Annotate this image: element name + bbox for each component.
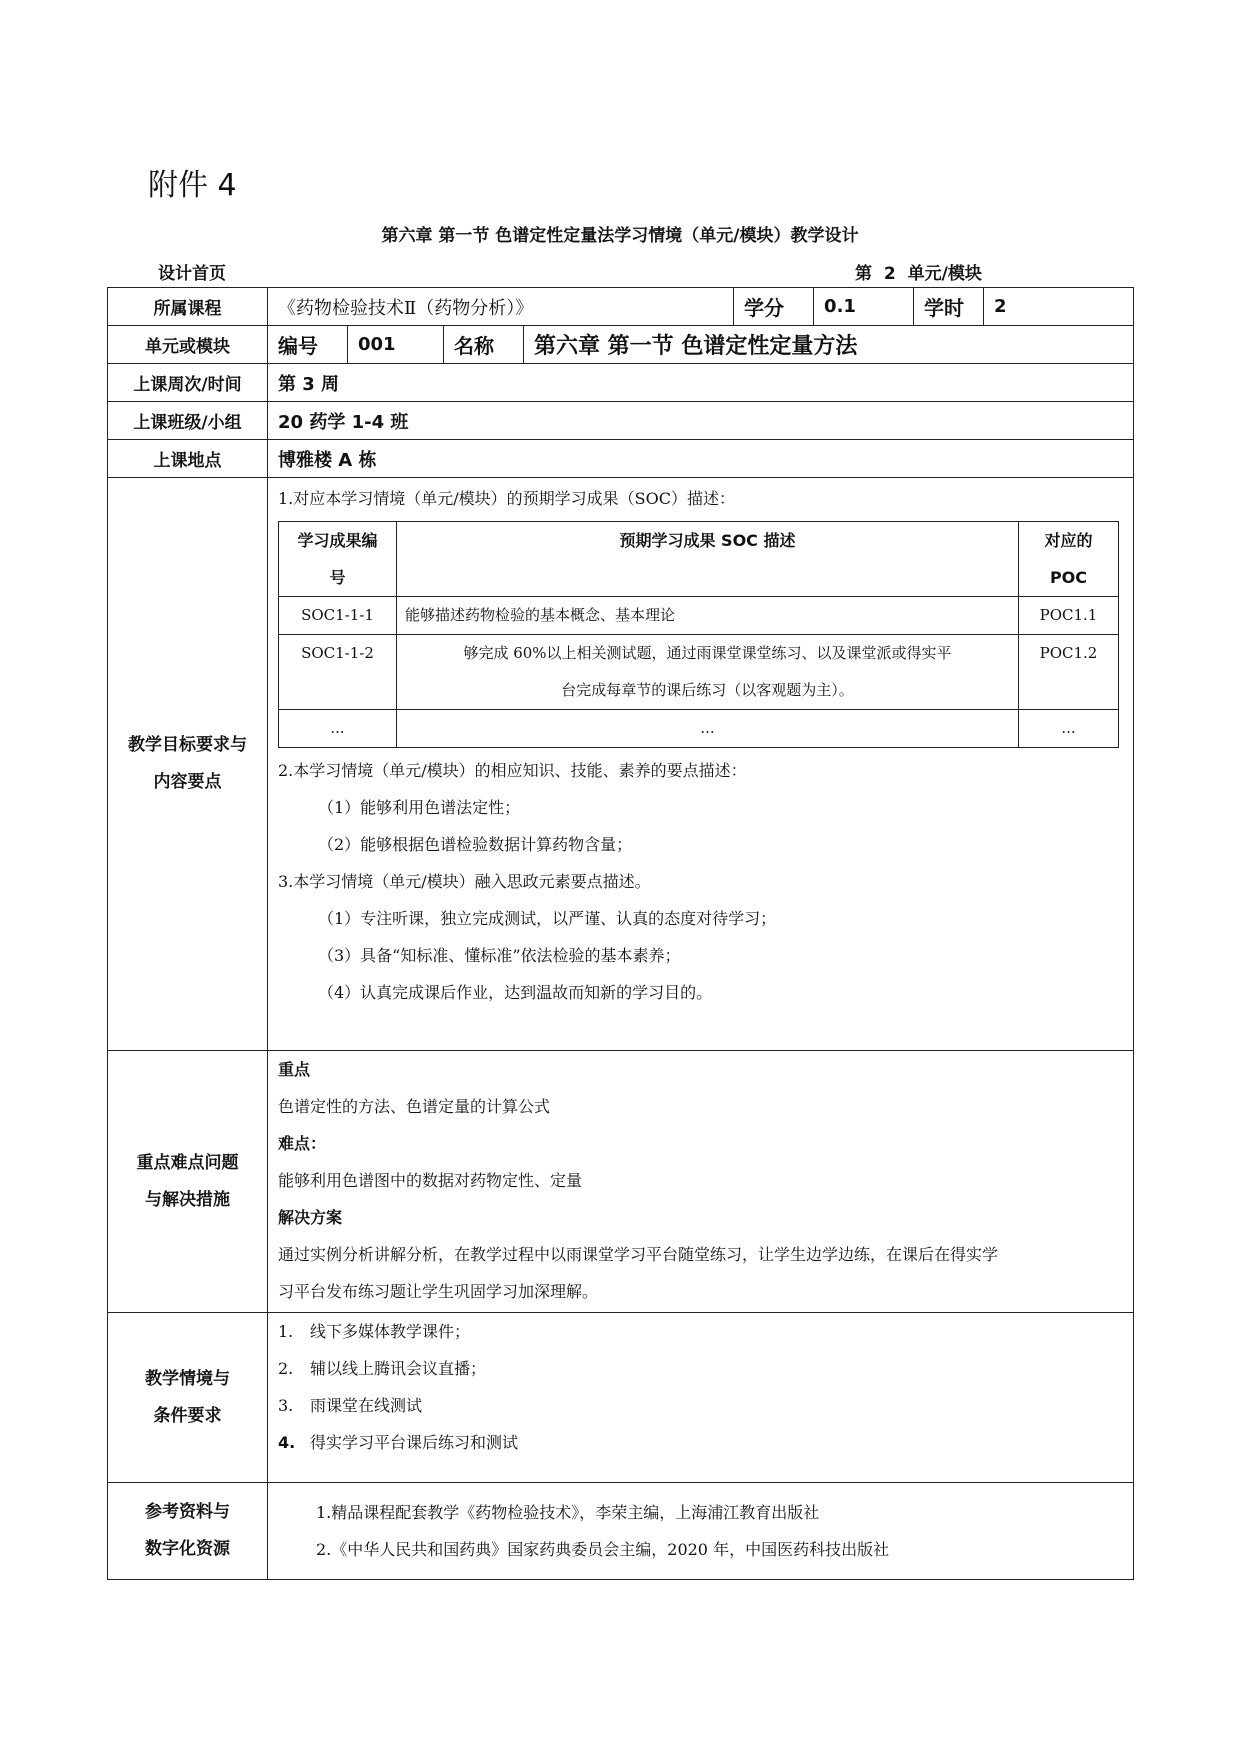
soc-table [278, 521, 1119, 748]
credit-value: 0.1 [814, 288, 914, 326]
references-label-line1: 参考资料与 [145, 1502, 230, 1522]
condition-item [278, 1350, 1123, 1387]
soc-header-poc-line1: 对应的 [1044, 531, 1093, 550]
soc-row-poc: ... [1019, 710, 1119, 748]
week-row [108, 364, 1134, 402]
condition-text: 得实学习平台课后练习和测试 [310, 1433, 519, 1452]
difficulty-text: 能够利用色谱图中的数据对药物定性、定量 [278, 1171, 583, 1190]
reference-item: 2.《中华人民共和国药典》国家药典委员会主编，2020 年，中国医药科技出版社 [316, 1540, 890, 1559]
attachment-label: 附件 4 [148, 168, 237, 203]
soc-row-poc: POC1.1 [1019, 597, 1119, 635]
condition-text: 雨课堂在线测试 [310, 1396, 423, 1415]
hours-label: 学时 [914, 288, 984, 326]
soc-header-row [279, 522, 1119, 597]
unit-number-value: 001 [348, 326, 444, 364]
credit-label: 学分 [734, 288, 814, 326]
soc-row-poc: POC1.2 [1019, 635, 1119, 710]
soc-row [279, 635, 1119, 710]
soc-row-id: SOC1-1-2 [279, 635, 397, 710]
objectives-label-line1: 教学目标要求与 [128, 735, 247, 755]
condition-text: 线下多媒体教学课件； [310, 1322, 471, 1341]
keypoints-label-line1: 重点难点问题 [136, 1152, 239, 1173]
conditions-label [108, 1313, 268, 1483]
unit-name-value: 第六章 第一节 色谱定性定量方法 [524, 326, 1134, 364]
knowledge-item: （1）能够利用色谱法定性； [318, 798, 521, 817]
objectives-row [108, 478, 1134, 1051]
soc-header-id [279, 522, 397, 597]
ideology-item: （1）专注听课，独立完成测试，以严谨、认真的态度对待学习； [318, 909, 777, 928]
condition-text: 辅以线上腾讯会议直播； [310, 1359, 487, 1378]
condition-item [278, 1387, 1123, 1424]
soc-header-poc-line2: POC [1049, 568, 1088, 587]
solution-text-line1: 通过实例分析讲解分析，在教学过程中以雨课堂学习平台随堂练习，让学生边学边练，在课后在得实学 [278, 1245, 999, 1264]
week-value: 第 3 周 [268, 364, 1134, 402]
objectives-label-line2: 内容要点 [153, 772, 222, 792]
soc-row-desc-line2: 台完成每章节的课后练习（以客观题为主）。 [561, 681, 854, 699]
hours-value: 2 [984, 288, 1134, 326]
solution-text-line2: 习平台发布练习题让学生巩固学习加深理解。 [278, 1282, 599, 1301]
soc-row [279, 597, 1119, 635]
reference-item: 1.精品课程配套教学《药物检验技术》，李荣主编，上海浦江教育出版社 [316, 1503, 820, 1522]
ideology-item: （4）认真完成课后作业，达到温故而知新的学习目的。 [318, 983, 713, 1002]
soc-row-id: SOC1-1-1 [279, 597, 397, 635]
class-label: 上课班级/小组 [108, 402, 268, 440]
soc-row-desc [397, 635, 1019, 710]
knowledge-item: （2）能够根据色谱检验数据计算药物含量； [318, 835, 633, 854]
keypoints-label-line2: 与解决措施 [145, 1189, 230, 1210]
conditions-label-line1: 教学情境与 [145, 1368, 230, 1389]
location-value: 博雅楼 A 栋 [268, 440, 1134, 478]
condition-num: 1. [278, 1322, 294, 1341]
unit-label: 单元或模块 [108, 326, 268, 364]
keypoints-content [268, 1051, 1134, 1313]
soc-row [279, 710, 1119, 748]
unit-row [108, 326, 1134, 364]
soc-row-desc: ... [397, 710, 1019, 748]
condition-item [278, 1424, 1123, 1461]
unit-name-label: 名称 [444, 326, 524, 364]
ideology-item: （3）具备“知标准、懂标准”依法检验的基本素养； [318, 946, 681, 965]
keypoints-row [108, 1051, 1134, 1313]
knowledge-title: 2.本学习情境（单元/模块）的相应知识、技能、素养的要点描述： [278, 761, 747, 780]
condition-num: 2. [278, 1359, 294, 1378]
location-label: 上课地点 [108, 440, 268, 478]
key-text: 色谱定性的方法、色谱定量的计算公式 [278, 1097, 551, 1116]
soc-header-poc [1019, 522, 1119, 597]
solution-title: 解决方案 [278, 1208, 343, 1227]
soc-row-desc-line1: 够完成 60%以上相关测试题，通过雨课堂课堂练习、以及课堂派或得实平 [463, 644, 952, 662]
unit-number-label: 编号 [268, 326, 348, 364]
references-content [268, 1483, 1134, 1580]
soc-header-desc: 预期学习成果 SOC 描述 [397, 522, 1019, 597]
references-row [108, 1483, 1134, 1580]
soc-row-desc: 能够描述药物检验的基本概念、基本理论 [397, 597, 1019, 635]
soc-header-id-line1: 学习成果编 [297, 531, 378, 550]
references-label [108, 1483, 268, 1580]
condition-num: 4. [278, 1433, 296, 1452]
course-row [108, 288, 1134, 326]
objectives-content [268, 478, 1134, 1051]
soc-row-id: ... [279, 710, 397, 748]
soc-header-id-line2: 号 [329, 568, 346, 587]
conditions-content [268, 1313, 1134, 1483]
soc-intro: 1.对应本学习情境（单元/模块）的预期学习成果（SOC）描述： [278, 489, 735, 508]
course-label: 所属课程 [108, 288, 268, 326]
class-row [108, 402, 1134, 440]
course-value: 《药物检验技术Ⅱ（药物分析）》 [268, 288, 734, 326]
design-table [107, 287, 1134, 1580]
ideology-title: 3.本学习情境（单元/模块）融入思政元素要点描述。 [278, 872, 651, 891]
subheader-right: 第 2 单元/模块 [855, 264, 982, 284]
conditions-label-line2: 条件要求 [153, 1405, 222, 1426]
keypoints-label [108, 1051, 268, 1313]
conditions-row [108, 1313, 1134, 1483]
document-title: 第六章 第一节 色谱定性定量法学习情境（单元/模块）教学设计 [381, 226, 859, 246]
week-label: 上课周次/时间 [108, 364, 268, 402]
condition-num: 3. [278, 1396, 294, 1415]
condition-item [278, 1313, 1123, 1350]
difficulty-title: 难点： [278, 1134, 327, 1153]
objectives-label [108, 478, 268, 1051]
references-label-line2: 数字化资源 [145, 1539, 230, 1559]
subheader-left: 设计首页 [158, 264, 226, 284]
location-row [108, 440, 1134, 478]
class-value: 20 药学 1-4 班 [268, 402, 1134, 440]
key-title: 重点 [278, 1060, 311, 1079]
